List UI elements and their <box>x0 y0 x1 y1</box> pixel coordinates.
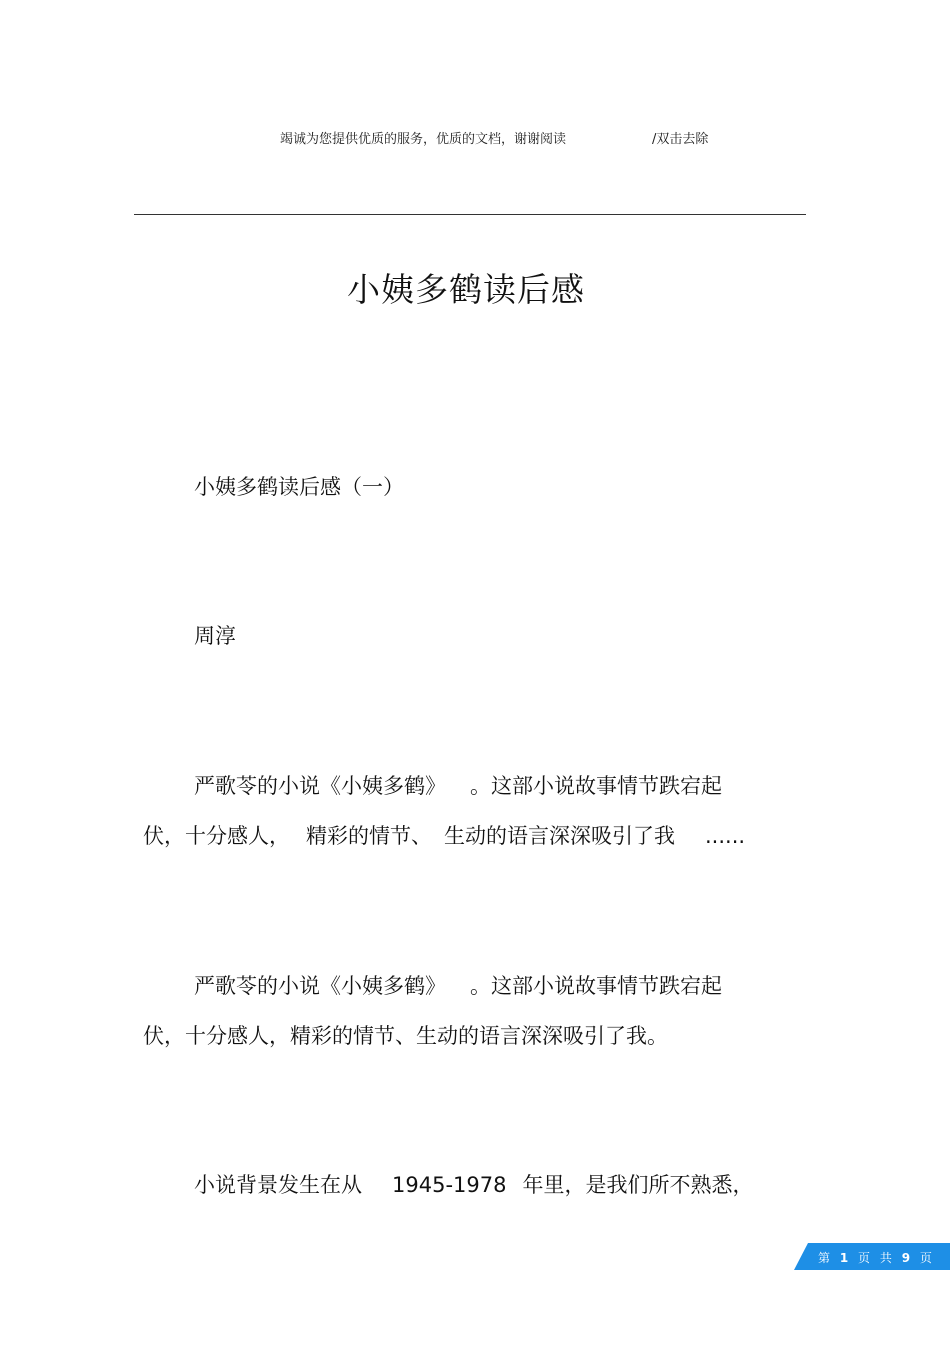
page-number-badge <box>794 1243 950 1270</box>
paragraph-1-line-2-part-4: ...... <box>705 824 746 848</box>
paragraph-1-line-1-part-1: 严歌苓的小说《小姨多鹤》 <box>194 774 446 798</box>
total-pages-number: 9 <box>901 1251 914 1265</box>
paragraph-3-line-1-part-1: 小说背景发生在从 <box>194 1173 362 1197</box>
author-name: 周淳 <box>194 624 236 648</box>
page-number-text <box>818 1249 935 1266</box>
header-note <box>280 128 709 147</box>
section-subtitle: 小姨多鹤读后感（一） <box>194 475 404 499</box>
paragraph-2-line-1-part-1: 严歌苓的小说《小姨多鹤》 <box>194 974 446 998</box>
paragraph-2-line-1 <box>194 970 722 1000</box>
paragraph-1-line-1 <box>194 770 722 800</box>
paragraph-1-line-2 <box>143 820 745 850</box>
paragraph-1-line-2-part-3: 生动的语言深深吸引了我 <box>444 824 675 848</box>
paragraph-3-line-1-part-2: 1945-1978 <box>392 1173 507 1197</box>
paragraph-2-line-2: 伏，十分感人，精彩的情节、生动的语言深深吸引了我。 <box>143 1024 668 1048</box>
page-mid: 页 共 <box>858 1251 895 1265</box>
paragraph-3-line-1 <box>194 1169 753 1199</box>
paragraph-1-line-2-part-2: 精彩的情节、 <box>306 824 432 848</box>
document-title: 小姨多鹤读后感 <box>347 270 585 309</box>
paragraph-1-line-2-part-1: 伏，十分感人， <box>143 824 290 848</box>
header-remove-hint[interactable]: /双击去除 <box>652 132 709 147</box>
paragraph-1-line-1-part-2: 。这部小说故事情节跌宕起 <box>470 774 722 798</box>
paragraph-2-line-1-part-2: 。这部小说故事情节跌宕起 <box>470 974 722 998</box>
current-page-number: 1 <box>839 1251 852 1265</box>
page-suffix: 页 <box>919 1251 935 1265</box>
header-note-text: 竭诚为您提供优质的服务，优质的文档，谢谢阅读 <box>280 132 567 147</box>
paragraph-3-line-1-part-3: 年里，是我们所不熟悉， <box>522 1173 754 1197</box>
page-prefix: 第 <box>818 1251 834 1265</box>
header-divider <box>134 214 806 215</box>
